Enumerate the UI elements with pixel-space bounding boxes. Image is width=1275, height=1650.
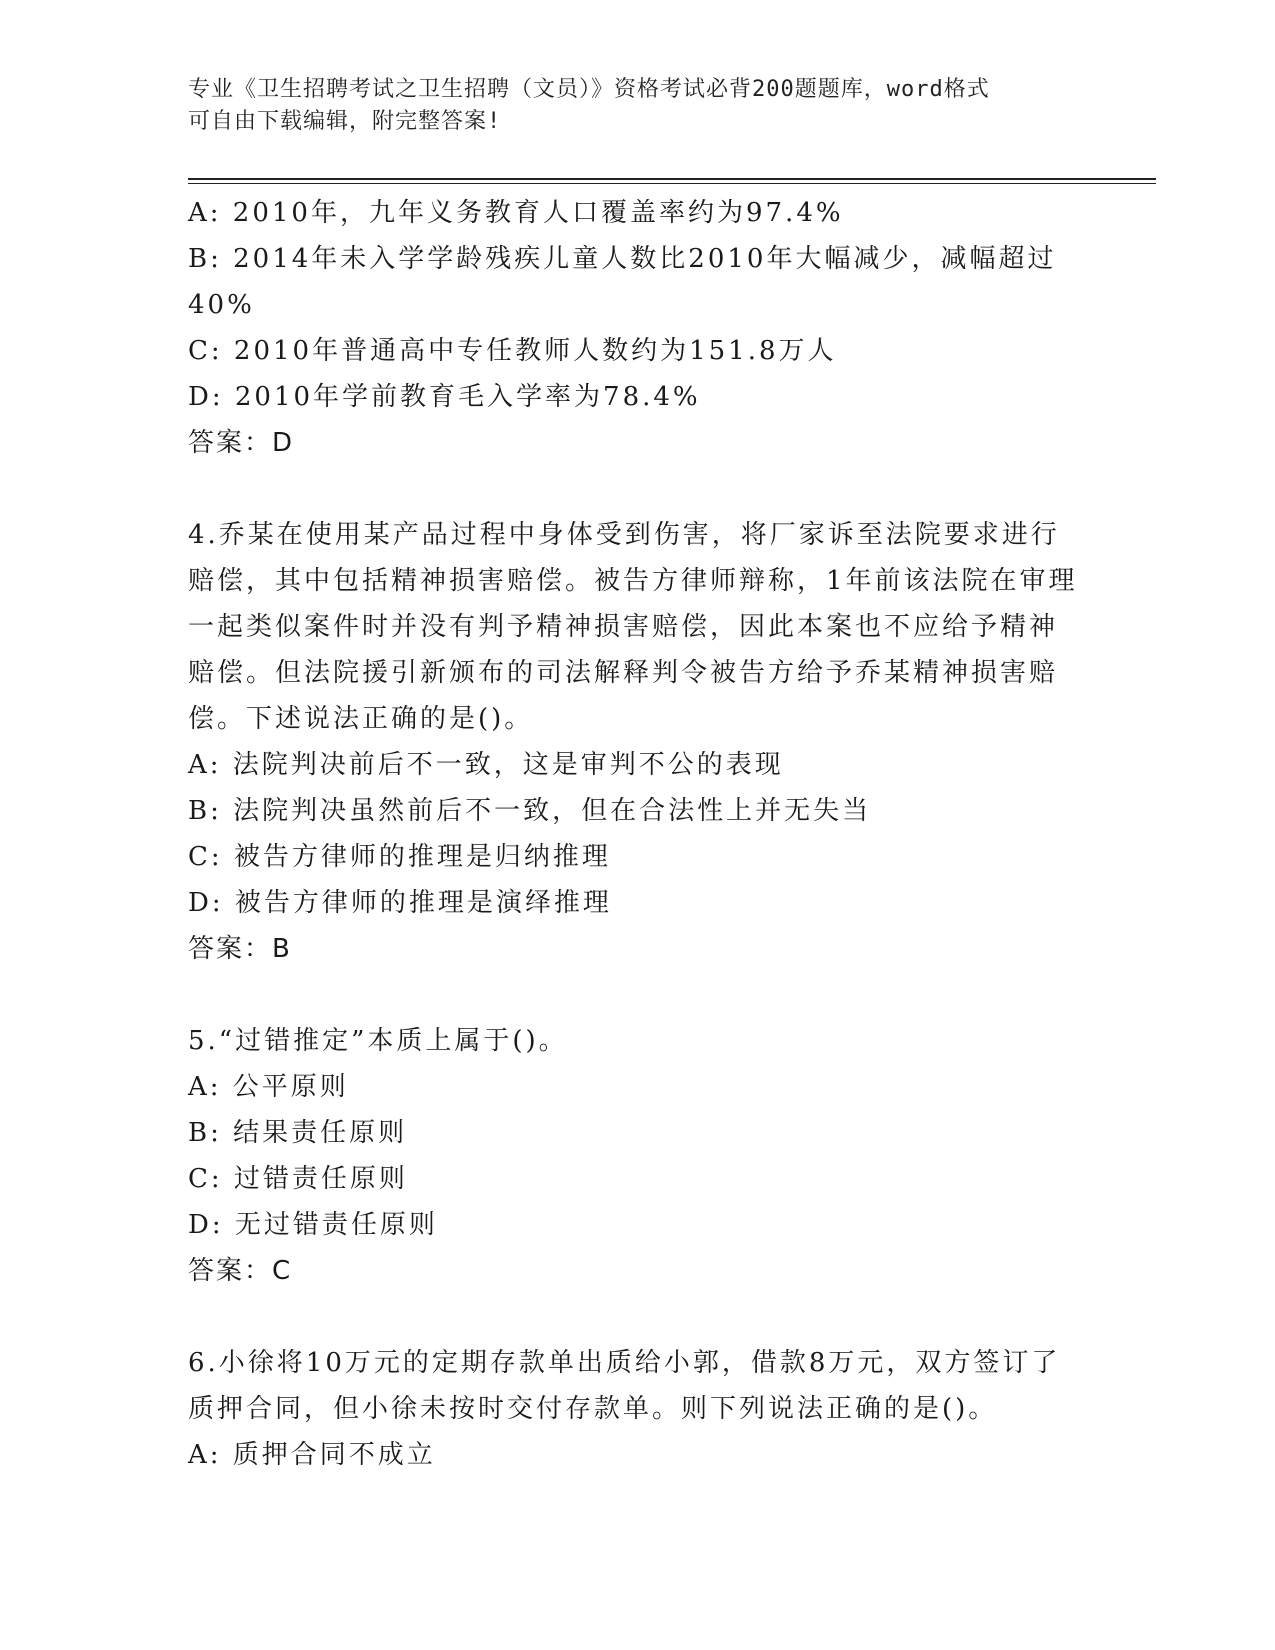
q5-option-d: D: 无过错责任原则 [188, 1210, 438, 1240]
header-rule-thick [188, 178, 1156, 180]
document-body [188, 190, 1088, 1478]
q6-stem-line-2: 质押合同，但小徐未按时交付存款单。则下列说法正确的是()。 [188, 1394, 998, 1424]
q3-option-a: A: 2010年，九年义务教育人口覆盖率约为97.4% [188, 198, 844, 228]
q4-option-a: A: 法院判决前后不一致，这是审判不公的表现 [188, 750, 784, 780]
q4-option-b: B: 法院判决虽然前后不一致，但在合法性上并无失当 [188, 796, 872, 826]
q3-option-b-line-1: B: 2014年未入学学龄残疾儿童人数比2010年大幅减少，减幅超过 [188, 244, 1057, 274]
q5-option-b: B: 结果责任原则 [188, 1118, 408, 1148]
q3-option-b-line-2: 40% [188, 290, 255, 320]
q3-option-c: C: 2010年普通高中专任教师人数约为151.8万人 [188, 336, 837, 366]
document-header [188, 74, 1088, 138]
q3-option-d: D: 2010年学前教育毛入学率为78.4% [188, 382, 701, 412]
question-5 [188, 1018, 1088, 1294]
q4-stem-line-4: 赔偿。但法院援引新颁布的司法解释判令被告方给予乔某精神损害赔 [188, 658, 1059, 688]
q4-stem-line-5: 偿。下述说法正确的是()。 [188, 704, 534, 734]
q4-option-d: D: 被告方律师的推理是演绎推理 [188, 888, 612, 918]
spacer [188, 972, 1088, 1018]
q5-option-c: C: 过错责任原则 [188, 1164, 408, 1194]
question-3 [188, 190, 1088, 466]
spacer [188, 1294, 1088, 1340]
q4-stem-line-3: 一起类似案件时并没有判予精神损害赔偿，因此本案也不应给予精神 [188, 612, 1059, 642]
header-rule-thin [188, 183, 1156, 184]
q4-stem-line-2: 赔偿，其中包括精神损害赔偿。被告方律师辩称，1年前该法院在审理 [188, 566, 1078, 596]
q3-answer: 答案：D [188, 428, 295, 458]
header-line-1: 专业《卫生招聘考试之卫生招聘（文员）》资格考试必背200题题库，word格式 [188, 77, 990, 102]
q6-option-a: A: 质押合同不成立 [188, 1440, 436, 1470]
q4-stem-line-1: 4.乔某在使用某产品过程中身体受到伤害，将厂家诉至法院要求进行 [188, 520, 1060, 550]
question-4 [188, 512, 1088, 972]
q5-answer: 答案：C [188, 1256, 293, 1286]
question-6 [188, 1340, 1088, 1478]
q4-answer: 答案：B [188, 934, 292, 964]
header-line-2: 可自由下载编辑，附完整答案! [188, 109, 502, 134]
q4-option-c: C: 被告方律师的推理是归纳推理 [188, 842, 611, 872]
q5-stem: 5.“过错推定”本质上属于()。 [188, 1026, 568, 1056]
q6-stem-line-1: 6.小徐将10万元的定期存款单出质给小郭，借款8万元，双方签订了 [188, 1348, 1061, 1378]
q5-option-a: A: 公平原则 [188, 1072, 349, 1102]
spacer [188, 466, 1088, 512]
